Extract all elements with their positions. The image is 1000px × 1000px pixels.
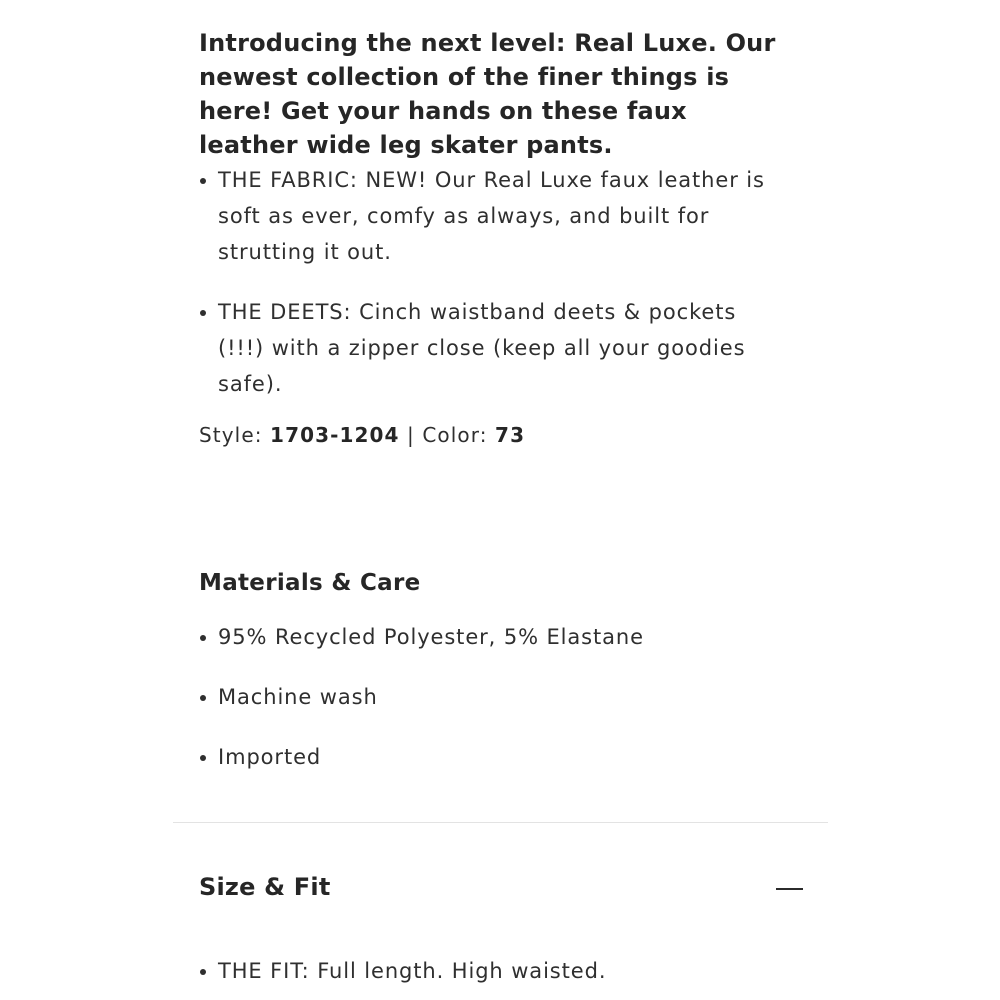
description-bullet-list xyxy=(199,162,779,402)
size-fit-list xyxy=(199,953,799,989)
list-item: THE FABRIC: NEW! Our Real Luxe faux leather is soft as ever, comfy as always, and built for strutting it out. xyxy=(199,162,779,270)
style-label: Style: xyxy=(199,423,263,447)
product-description xyxy=(199,26,819,450)
style-number: 1703-1204 xyxy=(270,423,400,447)
style-color-line xyxy=(199,420,819,450)
list-item: THE FIT: Full length. High waisted. xyxy=(199,953,799,989)
color-number: 73 xyxy=(495,423,526,447)
list-item: Machine wash xyxy=(199,679,799,715)
materials-care-heading: Materials & Care xyxy=(199,570,421,596)
size-fit-heading[interactable]: Size & Fit xyxy=(199,873,331,901)
separator: | xyxy=(407,423,415,447)
size-fit-collapse-button[interactable] xyxy=(770,872,810,906)
minus-icon xyxy=(776,888,803,890)
product-intro: Introducing the next level: Real Luxe. Our newest collection of the finer things is here! Get your hands on these faux leather wide leg skater pants. xyxy=(199,29,776,159)
color-label: Color: xyxy=(422,423,488,447)
list-item: THE DEETS: Cinch waistband deets & pockets (!!!) with a zipper close (keep all your goodies safe). xyxy=(199,294,779,402)
list-item: Imported xyxy=(199,739,799,775)
list-item: 95% Recycled Polyester, 5% Elastane xyxy=(199,619,799,655)
materials-list xyxy=(199,619,799,799)
section-divider xyxy=(173,822,828,823)
